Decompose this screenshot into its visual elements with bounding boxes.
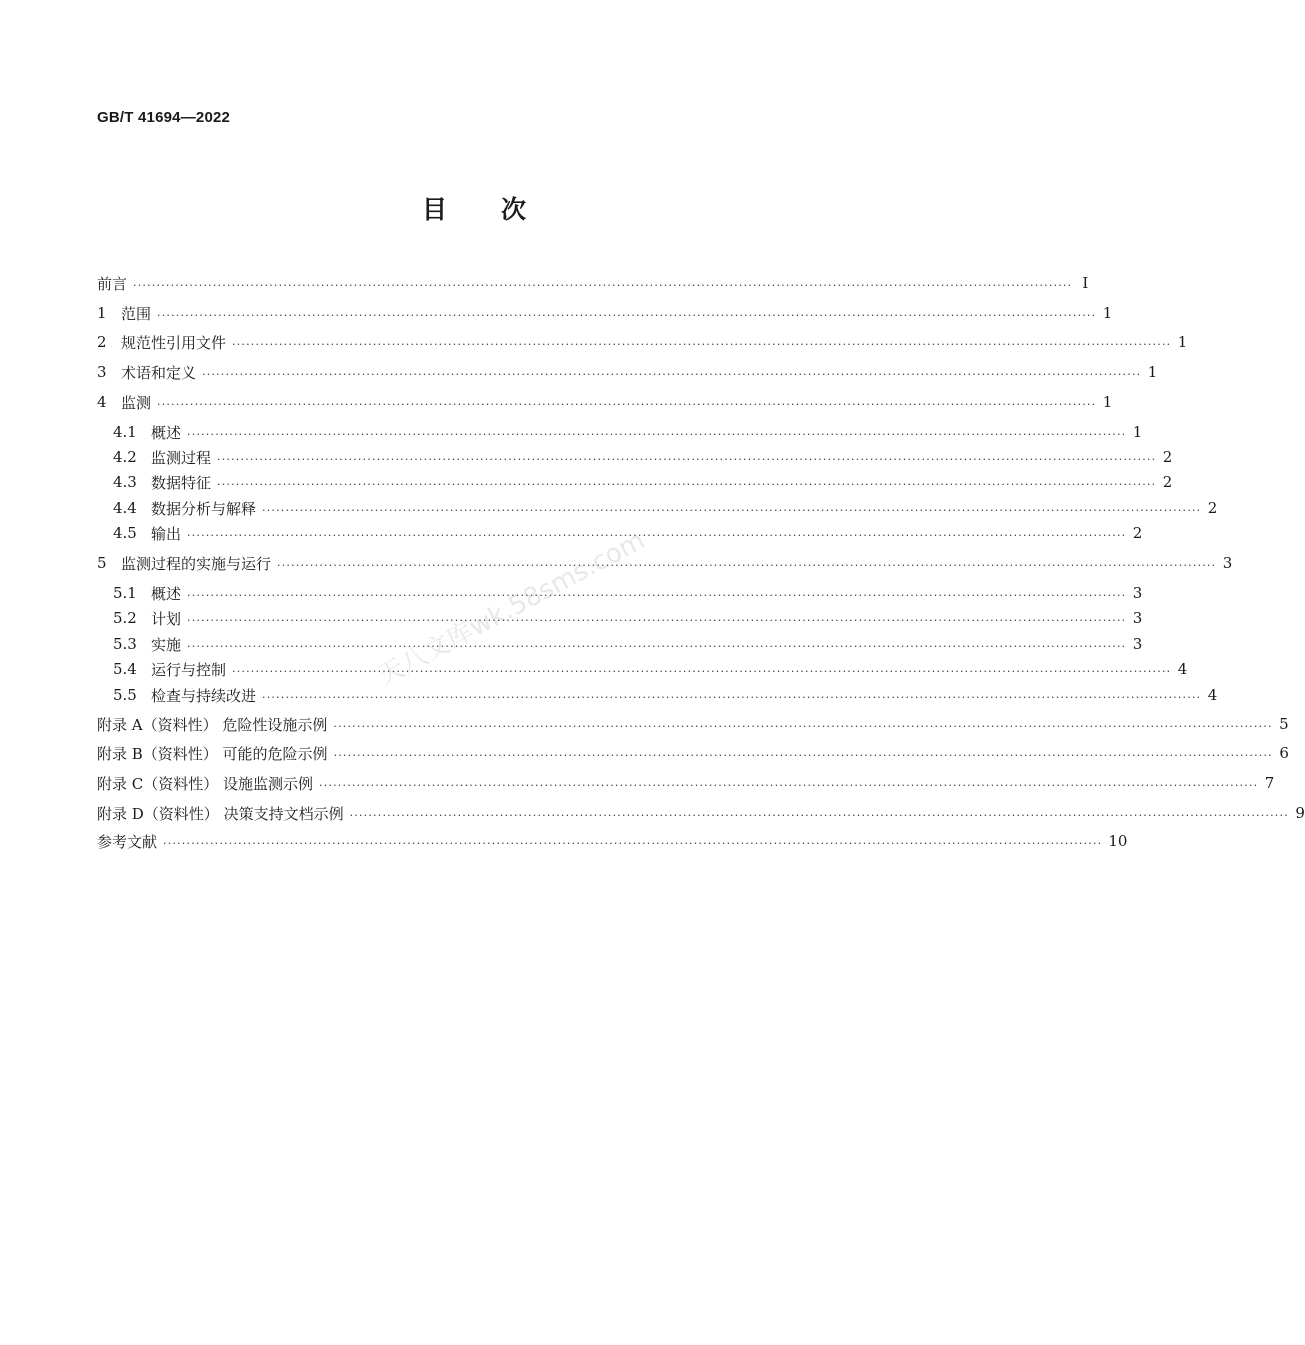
toc-entry-page: 4 bbox=[1207, 686, 1218, 704]
toc-entry-label: 运行与控制 bbox=[151, 660, 227, 679]
page-title bbox=[0, 190, 950, 226]
toc-entry-label: 术语和定义 bbox=[121, 363, 197, 382]
toc-entry-page: 5 bbox=[1279, 715, 1289, 733]
toc-entry-label: 输出 bbox=[151, 524, 182, 543]
toc-entry-number: 4 bbox=[97, 393, 107, 411]
toc-entry-number: 5 bbox=[97, 554, 107, 572]
toc-entry-label: 附录 B（资料性） 可能的危险示例 bbox=[97, 744, 328, 763]
toc-entry[interactable] bbox=[113, 471, 1173, 493]
toc-entry-page: 10 bbox=[1108, 832, 1128, 850]
toc-entry-page: 3 bbox=[1132, 609, 1143, 627]
title-char-left: 目 bbox=[421, 195, 449, 224]
toc-leader-dots: ········································································································································································································ bbox=[187, 427, 1127, 441]
toc-entry-page: 3 bbox=[1132, 584, 1143, 602]
toc-leader-dots: ········································································································································································································ bbox=[187, 528, 1127, 542]
toc-leader-dots: ········································································································································································································ bbox=[217, 452, 1157, 466]
toc-entry-label: 检查与持续改进 bbox=[151, 686, 257, 705]
toc-entry[interactable] bbox=[97, 742, 1289, 764]
toc-entry[interactable] bbox=[97, 772, 1275, 794]
toc-entry-label: 附录 A（资料性） 危险性设施示例 bbox=[97, 715, 328, 734]
toc-leader-dots: ········································································································································································································ bbox=[262, 503, 1202, 517]
toc-entry[interactable] bbox=[113, 446, 1173, 468]
toc-leader-dots: ········································································································································································································ bbox=[202, 367, 1142, 381]
toc-entry-page: 2 bbox=[1207, 499, 1218, 517]
toc-leader-dots: ········································································································································································································ bbox=[333, 719, 1273, 733]
toc-leader-dots: ········································································································································································································ bbox=[333, 748, 1273, 762]
toc-entry[interactable] bbox=[97, 391, 1113, 413]
toc-entry[interactable] bbox=[113, 684, 1218, 706]
toc-leader-dots: ········································································································································································································ bbox=[157, 308, 1097, 322]
toc-entry-page: 1 bbox=[1177, 333, 1188, 351]
toc-entry[interactable] bbox=[97, 830, 1128, 852]
toc-leader-dots: ········································································································································································································ bbox=[163, 836, 1103, 850]
toc-entry-page: 2 bbox=[1132, 524, 1143, 542]
toc-entry-number: 4.5 bbox=[113, 524, 137, 542]
toc-entry-page: 1 bbox=[1102, 304, 1113, 322]
toc-entry-label: 附录 D（资料性） 决策支持文档示例 bbox=[97, 804, 344, 823]
toc-entry-number: 1 bbox=[97, 304, 107, 322]
toc-entry-number: 3 bbox=[97, 363, 107, 381]
toc-entry[interactable] bbox=[97, 361, 1158, 383]
toc-entry[interactable] bbox=[113, 658, 1188, 680]
toc-entry-number: 5.1 bbox=[113, 584, 137, 602]
toc-entry-number: 5.2 bbox=[113, 609, 137, 627]
toc-leader-dots: ········································································································································································································ bbox=[187, 613, 1127, 627]
toc-entry-label: 数据特征 bbox=[151, 473, 212, 492]
toc-leader-dots: ········································································································································································································ bbox=[262, 690, 1202, 704]
toc-entry-number: 5.5 bbox=[113, 686, 137, 704]
toc-entry[interactable] bbox=[97, 802, 1305, 824]
toc-entry[interactable] bbox=[97, 713, 1289, 735]
toc-entry-page: Ⅰ bbox=[1082, 274, 1089, 292]
toc-entry-number: 4.2 bbox=[113, 448, 137, 466]
toc-entry-number: 4.1 bbox=[113, 423, 137, 441]
toc-entry-label: 概述 bbox=[151, 423, 182, 442]
toc-entry-label: 范围 bbox=[121, 304, 152, 323]
toc-entry[interactable] bbox=[113, 421, 1143, 443]
toc-entry-label: 附录 C（资料性） 设施监测示例 bbox=[97, 774, 314, 793]
toc-entry-page: 4 bbox=[1177, 660, 1188, 678]
toc-entry-number: 4.4 bbox=[113, 499, 137, 517]
toc-leader-dots: ········································································································································································································ bbox=[277, 558, 1217, 572]
toc-leader-dots: ········································································································································································································ bbox=[133, 278, 1073, 292]
toc-entry[interactable] bbox=[113, 522, 1143, 544]
toc-entry-label: 参考文献 bbox=[97, 832, 158, 851]
toc-entry-label: 计划 bbox=[151, 609, 182, 628]
watermark: 天八文库wk.58sms.com bbox=[372, 525, 650, 692]
toc-entry-label: 概述 bbox=[151, 584, 182, 603]
toc-entry-page: 1 bbox=[1102, 393, 1113, 411]
toc-leader-dots: ········································································································································································································ bbox=[187, 639, 1127, 653]
toc-entry-label: 监测过程 bbox=[151, 448, 212, 467]
toc-entry-label: 监测过程的实施与运行 bbox=[121, 554, 272, 573]
toc-entry-page: 3 bbox=[1222, 554, 1233, 572]
toc-entry-number: 2 bbox=[97, 333, 107, 351]
toc-entry-page: 1 bbox=[1147, 363, 1158, 381]
toc-entry[interactable] bbox=[97, 552, 1233, 574]
toc-entry-label: 规范性引用文件 bbox=[121, 333, 227, 352]
toc-entry-page: 6 bbox=[1279, 744, 1289, 762]
toc-entry-label: 数据分析与解释 bbox=[151, 499, 257, 518]
toc-entry[interactable] bbox=[97, 302, 1113, 324]
toc-entry-number: 4.3 bbox=[113, 473, 137, 491]
title-char-right: 次 bbox=[501, 195, 529, 224]
toc-entry-label: 实施 bbox=[151, 635, 182, 654]
toc-leader-dots: ········································································································································································································ bbox=[157, 397, 1097, 411]
toc-entry-number: 5.4 bbox=[113, 660, 137, 678]
toc-entry[interactable] bbox=[113, 497, 1218, 519]
toc-entry-page: 2 bbox=[1162, 473, 1173, 491]
standard-code: GB/T 41694—2022 bbox=[97, 109, 231, 126]
toc-leader-dots: ········································································································································································································ bbox=[349, 808, 1289, 822]
toc-entry-number: 5.3 bbox=[113, 635, 137, 653]
toc-entry[interactable] bbox=[97, 272, 1089, 294]
toc-entry-page: 3 bbox=[1132, 635, 1143, 653]
toc-leader-dots: ········································································································································································································ bbox=[232, 664, 1172, 678]
toc-entry-page: 9 bbox=[1295, 804, 1305, 822]
toc-leader-dots: ········································································································································································································ bbox=[232, 337, 1172, 351]
toc-leader-dots: ········································································································································································································ bbox=[187, 588, 1127, 602]
toc-entry-label: 前言 bbox=[97, 274, 128, 293]
toc-entry-page: 7 bbox=[1264, 774, 1275, 792]
toc-leader-dots: ········································································································································································································ bbox=[217, 477, 1157, 491]
toc-entry[interactable] bbox=[97, 331, 1188, 353]
toc-leader-dots: ········································································································································································································ bbox=[319, 778, 1259, 792]
toc-entry-page: 2 bbox=[1162, 448, 1173, 466]
toc-entry-page: 1 bbox=[1132, 423, 1143, 441]
toc-entry[interactable] bbox=[113, 582, 1143, 604]
toc-entry-label: 监测 bbox=[121, 393, 152, 412]
